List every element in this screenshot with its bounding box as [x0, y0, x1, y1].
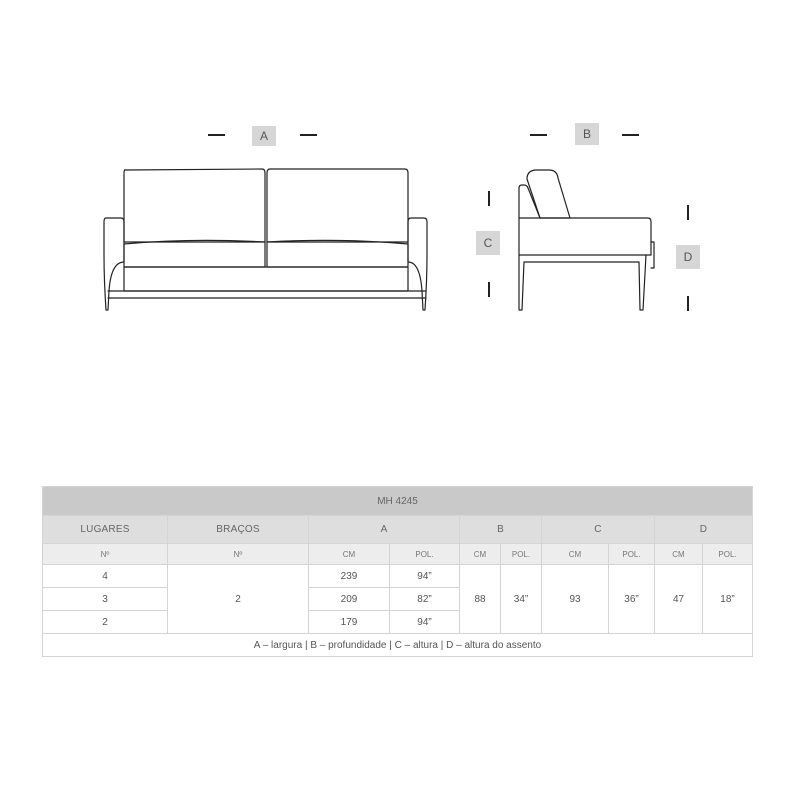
back-cushion-right [267, 169, 408, 242]
seat-cushion-right [267, 240, 408, 267]
left-arm [104, 218, 124, 310]
unit-b-cm: CM [460, 544, 501, 565]
table-title-row [43, 487, 753, 516]
unit-d-cm: CM [655, 544, 703, 565]
dim-d-dash-top [687, 205, 689, 220]
sofa-base [124, 267, 408, 291]
cell-a-cm: 179 [309, 611, 390, 634]
table-header-row [43, 516, 753, 544]
dim-label-d: D [676, 245, 700, 269]
right-arm [408, 218, 427, 310]
unit-c-pol: POL. [609, 544, 655, 565]
cell-c-pol: 36” [609, 565, 655, 634]
table-title: MH 4245 [43, 487, 753, 516]
cell-a-pol: 82” [390, 588, 460, 611]
cell-b-cm: 88 [460, 565, 501, 634]
header-c: C [542, 516, 655, 544]
unit-c-cm: CM [542, 544, 609, 565]
dim-c-dash-top [488, 191, 490, 206]
cell-lugares: 2 [43, 611, 168, 634]
dim-b-dash-right [622, 134, 639, 136]
cell-c-cm: 93 [542, 565, 609, 634]
cell-a-cm: 239 [309, 565, 390, 588]
dim-label-b: B [575, 123, 599, 145]
seat-cushion-left [124, 240, 265, 267]
dim-c-dash-bottom [488, 282, 490, 297]
table-legend-row [43, 634, 753, 657]
unit-bracos: Nº [168, 544, 309, 565]
unit-d-pol: POL. [703, 544, 753, 565]
header-b: B [460, 516, 542, 544]
table-row [43, 565, 753, 588]
header-d: D [655, 516, 753, 544]
unit-a-cm: CM [309, 544, 390, 565]
side-back-frame [519, 185, 540, 218]
cell-lugares: 3 [43, 588, 168, 611]
header-lugares: LUGARES [43, 516, 168, 544]
dim-a-dash-right [300, 134, 317, 136]
side-seat [519, 218, 651, 255]
unit-b-pol: POL. [501, 544, 542, 565]
unit-lugares: Nº [43, 544, 168, 565]
cell-a-cm: 209 [309, 588, 390, 611]
cell-a-pol: 94” [390, 565, 460, 588]
sofa-frame [108, 291, 426, 298]
dim-a-dash-left [208, 134, 225, 136]
table-unit-row [43, 544, 753, 565]
dim-d-dash-bottom [687, 296, 689, 311]
sofa-side-view [519, 170, 654, 310]
spec-table [42, 486, 753, 657]
cell-lugares: 4 [43, 565, 168, 588]
sofa-line-art [0, 0, 789, 340]
header-a: A [309, 516, 460, 544]
table-legend: A – largura | B – profundidade | C – altura | D – altura do assento [43, 634, 753, 657]
cell-d-pol: 18” [703, 565, 753, 634]
dim-label-a: A [252, 126, 276, 146]
sofa-drawing [0, 0, 789, 340]
back-cushion-left [124, 169, 265, 242]
cell-bracos: 2 [168, 565, 309, 634]
side-back-cushion [527, 170, 570, 218]
side-base [519, 255, 646, 310]
dim-label-c: C [476, 231, 500, 255]
cell-a-pol: 94” [390, 611, 460, 634]
sofa-front-view [104, 169, 427, 310]
cell-b-pol: 34” [501, 565, 542, 634]
header-bracos: BRAÇOS [168, 516, 309, 544]
dim-b-dash-left [530, 134, 547, 136]
cell-d-cm: 47 [655, 565, 703, 634]
unit-a-pol: POL. [390, 544, 460, 565]
